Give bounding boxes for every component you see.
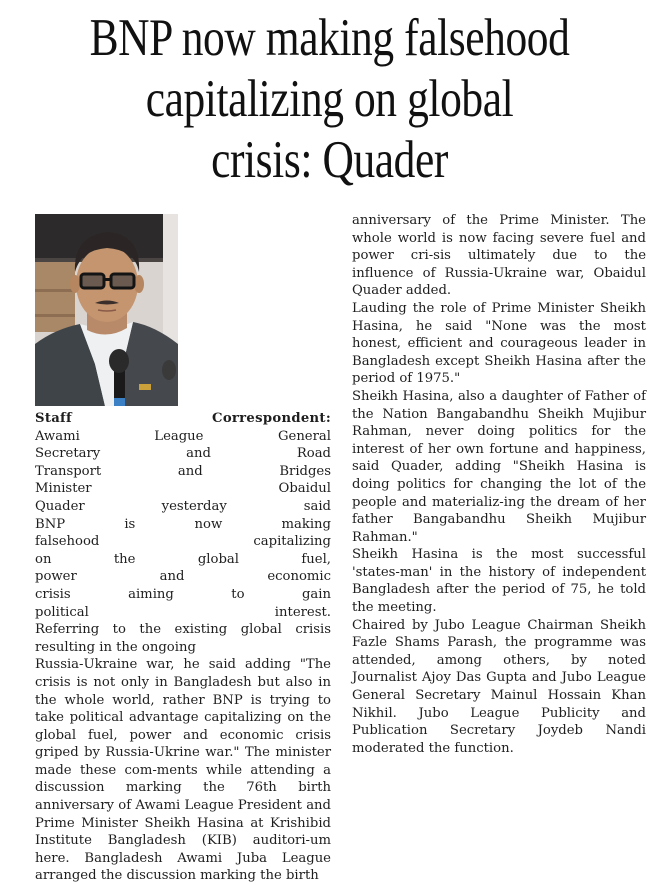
headline [59, 8, 599, 191]
lead-line: Awami League General [35, 428, 331, 444]
lead-line: Transport and Bridges [35, 463, 331, 479]
portrait-image [35, 214, 178, 406]
lead-line: BNP is now making [35, 516, 331, 532]
lead-line: Secretary and Road [35, 446, 331, 462]
lead-line: political interest. [35, 604, 331, 620]
lead-line: falsehood capitalizing [35, 534, 331, 550]
body-paragraph: Referring to the existing global crisis resulting in the ongoing [35, 622, 331, 655]
body-paragraph: Chaired by Jubo League Chairman Sheikh Fazle Shams Parash, the programme was attended, among others, by noted Journalist Ajoy Das Gupta and Jubo League General Secretary Mainul Hossain Khan Nikhil. Jubo League Publicity and Publication Secretary Joydeb Nandi moderated the function. [352, 617, 646, 756]
lead-line: Quader yesterday said [35, 498, 331, 514]
body-paragraph: anniversary of the Prime Minister. The whole world is now facing severe fuel and power cri-sis ultimately due to the influence of Russia-Ukraine war, Obaidul Quader added. [352, 213, 646, 299]
lead-line: power and economic [35, 569, 331, 585]
lead-line: Minister Obaidul [35, 481, 331, 497]
lead-line: on the global fuel, [35, 551, 331, 567]
article-column-2 [352, 212, 646, 757]
headline-line: crisis: Quader [211, 131, 448, 189]
body-paragraph: Russia-Ukraine war, he said adding "The crisis is not only in Bangladesh but also in the whole world, rather BNP is trying to take political advantage capitalizing on the global fuel, power and economic crisis griped by Russia-Ukrine war." The minister made these com-ments while attending a discussion marking the 76th birth anniversary of Awami League President and Prime Minister Sheikh Hasina at Krishibid Institute Bangladesh (KIB) auditori-um here. Bangladesh Awami Juba League arranged the discussion marking the birth [35, 657, 331, 884]
byline: Staff Correspondent: [35, 411, 331, 426]
body-paragraph: Sheikh Hasina is the most successful 'states-man' in the history of independent Bangladesh after the period of 75, he told the meeting. [352, 547, 646, 616]
body-paragraph: Lauding the role of Prime Minister Sheikh Hasina, he said "None was the most honest, efficient and courageous leader in Bangladesh except Sheikh Hasina after the period of 1975." [352, 300, 646, 387]
lead-line: crisis aiming to gain [35, 586, 331, 602]
headline-line: capitalizing on global [145, 70, 514, 128]
portrait-photo [35, 214, 178, 406]
headline-line: BNP now making falsehood [89, 9, 570, 67]
body-paragraph: Sheikh Hasina, also a daughter of Father of the Nation Bangabandhu Sheikh Mujibur Rahman, never doing politics for the interest of her own fortune and happiness, said Quader, adding "Sheikh Hasina is doing politics for changing the lot of the people and materializ-ing the dream of her father Bangabandhu Sheikh Mujibur Rahman." [352, 388, 646, 545]
article-column-1 [35, 212, 331, 885]
